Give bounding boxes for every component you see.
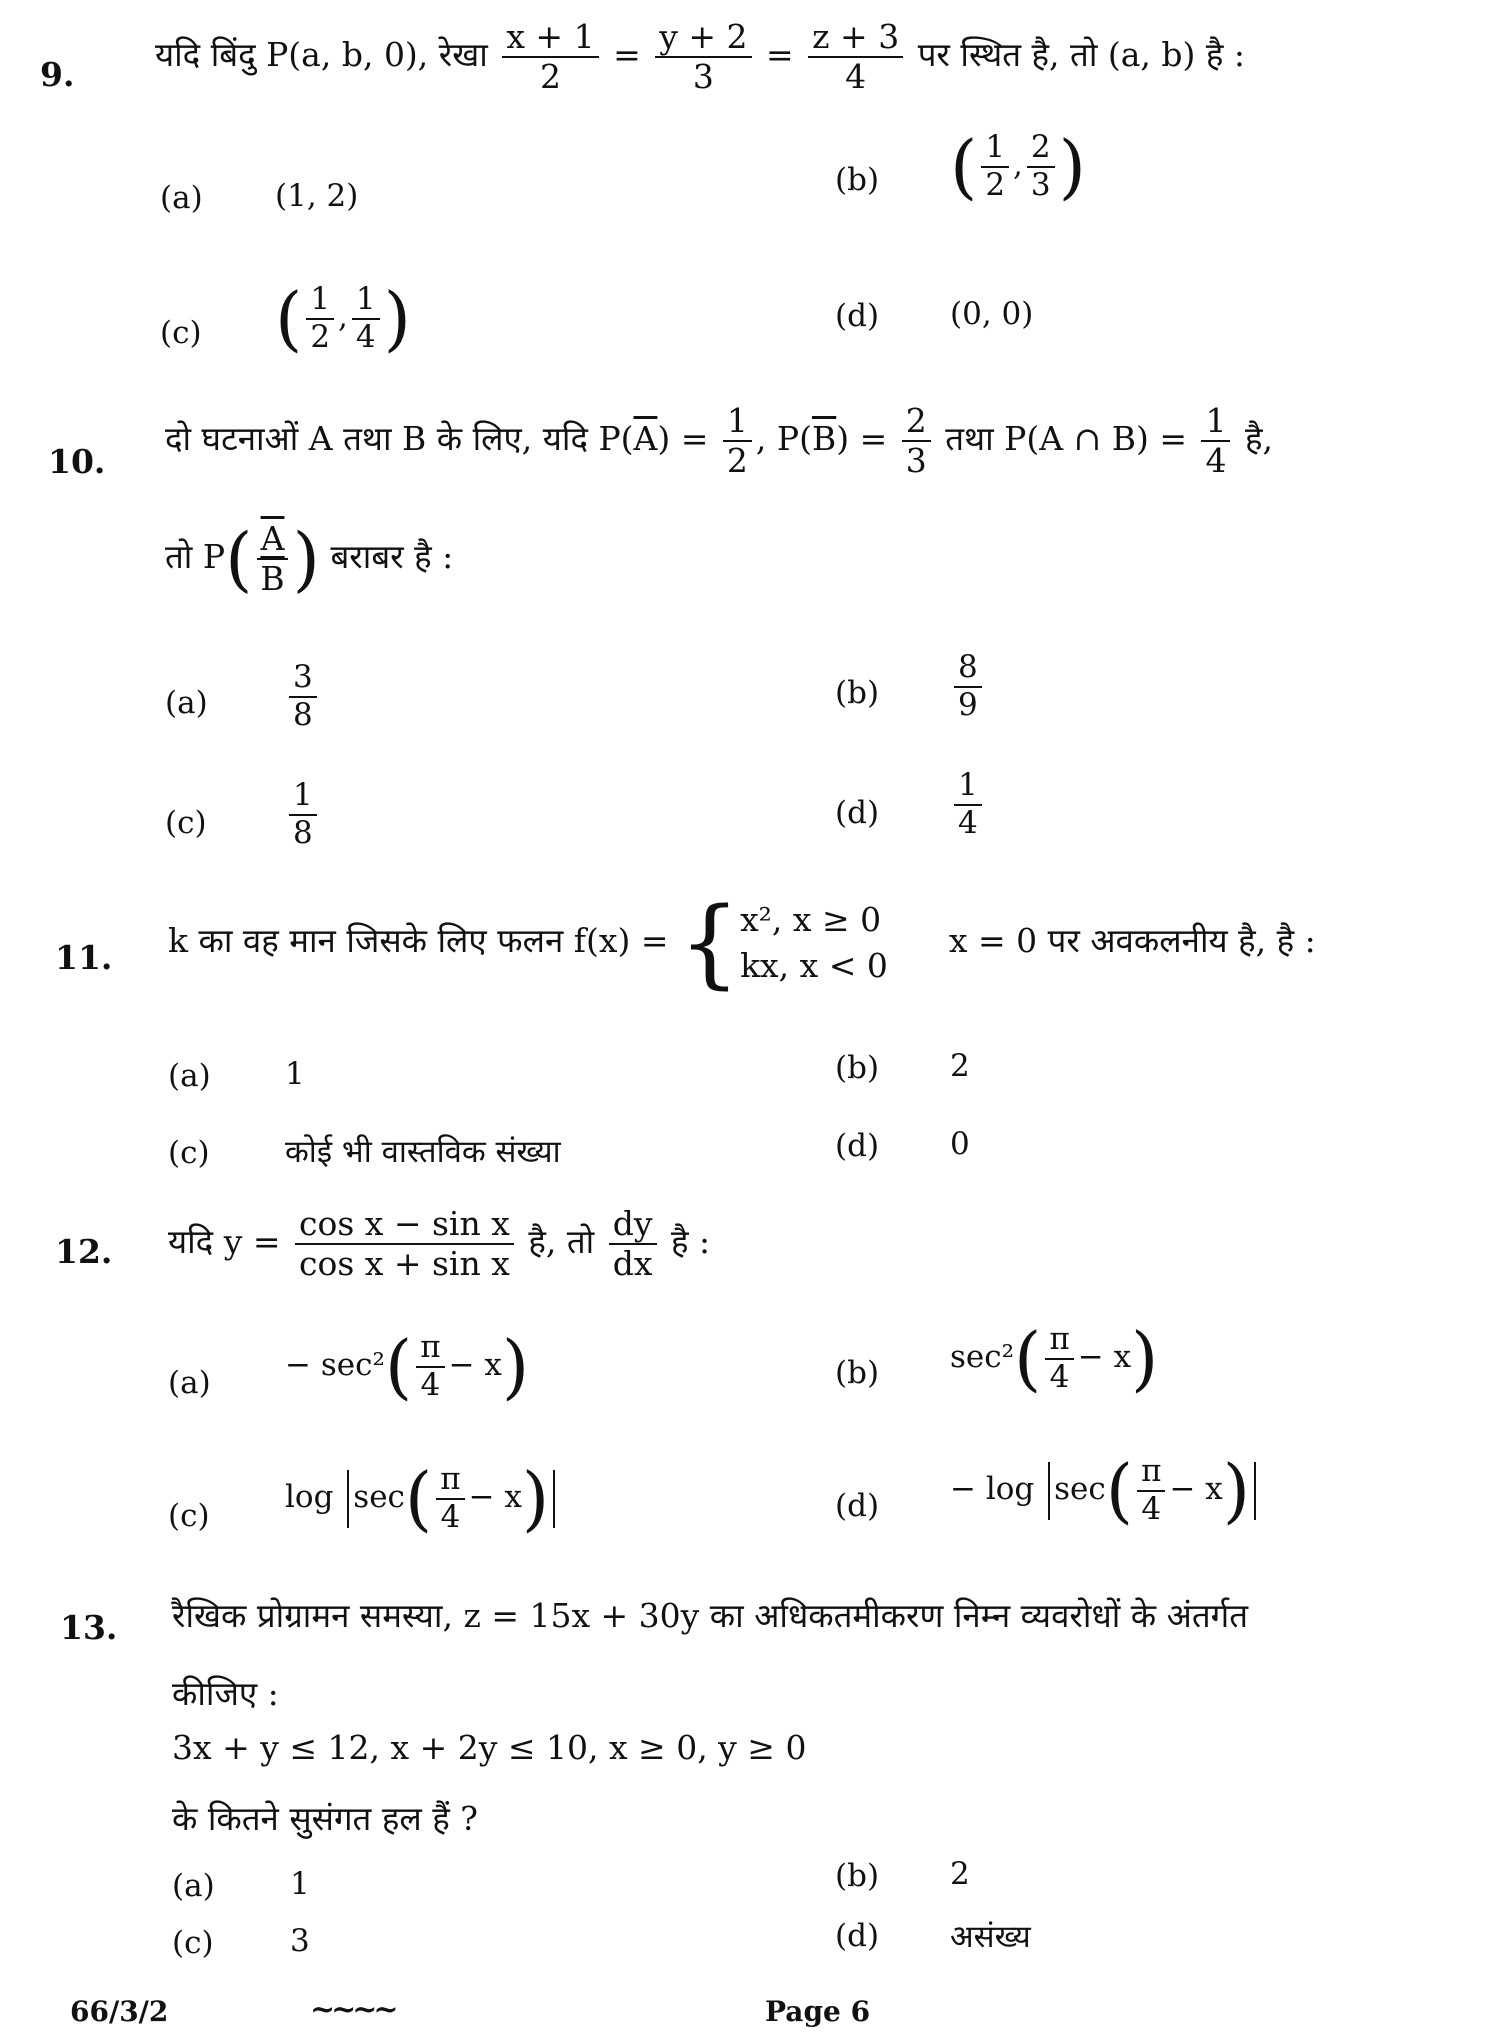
- q13-option-a-value: 1: [290, 1866, 310, 1902]
- q13-option-c-label: (c): [172, 1925, 214, 1961]
- q9-option-c-value: ( $\frac{1}{2}$ , $\frac{1}{4}$ ): [275, 277, 411, 360]
- q10-option-b-value: [950, 650, 986, 723]
- q12-option-d-value: − log sec( $\frac{\pi}{4}$ − x): [950, 1454, 1260, 1527]
- q9-option-b-label: (b): [835, 162, 880, 198]
- footer-code: 66/3/2: [70, 1995, 169, 2028]
- q12-text-3: है :: [671, 1221, 711, 1261]
- q13-line-4: के कितने सुसंगत हल हैं ?: [172, 1799, 478, 1838]
- q10-text-1: दो घटनाओं A तथा B के लिए, यदि P(: [165, 418, 634, 458]
- q12-option-d-label: (d): [835, 1488, 880, 1524]
- q11-option-b-label: (b): [835, 1050, 880, 1086]
- q10-c-den: 8: [293, 814, 313, 851]
- q12-c-pi: π: [436, 1462, 464, 1500]
- q9-f2-den: 3: [692, 56, 714, 96]
- q9-equals-2: =: [766, 34, 794, 74]
- q13-line-2: कीजिए :: [172, 1674, 279, 1713]
- q10-option-d-label: (d): [835, 795, 880, 831]
- q10-option-d-value: [950, 768, 986, 841]
- q9-text-1: यदि बिंदु P(a, b, 0), रेखा: [155, 34, 488, 74]
- q9-option-b-value: ( $\frac{1}{2}$ , $\frac{2}{3}$ ): [950, 125, 1086, 208]
- q10-b-num: 8: [954, 650, 982, 688]
- q12-d-pi: π: [1137, 1454, 1165, 1492]
- q12-option-c-value: log sec( $\frac{\pi}{4}$ − x): [285, 1462, 559, 1535]
- q10-d-den: 4: [958, 804, 978, 841]
- footer-wavy-mark: ~~~~: [310, 1992, 395, 2027]
- q13-option-d-label: (d): [835, 1918, 880, 1954]
- question-13-number: 13.: [60, 1608, 118, 1647]
- q10-d-num: 1: [954, 768, 982, 806]
- q10-f1-num: 1: [723, 402, 752, 442]
- q12-deriv-num: dy: [609, 1205, 657, 1245]
- q9-f2-num: y + 2: [655, 18, 751, 58]
- q12-option-a-label: (a): [168, 1365, 211, 1401]
- q12-d-log: − log: [950, 1471, 1035, 1508]
- q9-option-d-value: (0, 0): [950, 296, 1034, 332]
- question-9-number: 9.: [40, 55, 75, 94]
- question-10-text: [165, 402, 1273, 480]
- q13-option-b-value: 2: [950, 1856, 970, 1892]
- q12-deriv-den: dx: [612, 1243, 653, 1283]
- q12-fraction-den: cos x + sin x: [298, 1243, 510, 1283]
- question-10-line-2: तो P( $\frac{\overline{A}}{B}$ ) बराबर है :: [165, 517, 454, 600]
- q10-text-6: है,: [1244, 418, 1273, 458]
- q12-text-1: यदि y =: [168, 1221, 281, 1261]
- q9-f3-den: 4: [845, 56, 867, 96]
- q10-text-3: , P(: [755, 418, 812, 458]
- q13-option-c-value: 3: [290, 1923, 310, 1959]
- q12-c-minus-x: − x: [468, 1479, 522, 1516]
- q12-option-a-value: − sec²( $\frac{\pi}{4}$ − x): [285, 1325, 530, 1408]
- q10-line2-prefix: तो P: [165, 536, 226, 576]
- q9-text-2: पर स्थित है, तो (a, b) है :: [917, 34, 1246, 74]
- q9-option-d-label: (d): [835, 298, 880, 334]
- q11-option-a-value: 1: [285, 1056, 305, 1092]
- question-12-number: 12.: [55, 1232, 113, 1271]
- q9-fraction-z: [808, 18, 903, 96]
- q12-c-sec: sec: [353, 1479, 405, 1516]
- q11-case-2: kx, x < 0: [740, 946, 888, 985]
- q9-c-num-2: 1: [352, 282, 380, 320]
- q12-a-four: 4: [420, 1366, 441, 1403]
- q9-f3-num: z + 3: [808, 18, 903, 58]
- q10-option-a-label: (a): [165, 685, 208, 721]
- q12-a-prefix: − sec²: [285, 1347, 385, 1384]
- q10-text-2: ) =: [657, 418, 709, 458]
- q13-line-1: रैखिक प्रोग्रामन समस्या, z = 15x + 30y का अधिकतमीकरण निम्न व्यवरोधों के अंतर्गत: [172, 1596, 1249, 1635]
- q10-p-den: B: [260, 558, 285, 598]
- q10-text-5: तथा P(A ∩ B) =: [945, 418, 1187, 458]
- q9-fraction-x: [502, 18, 598, 96]
- q11-option-b-value: 2: [950, 1048, 970, 1084]
- q9-b-num-2: 2: [1027, 130, 1055, 168]
- q9-fraction-y: [655, 18, 751, 96]
- q10-b-bar: $\overline{B}$: [811, 418, 837, 458]
- q10-option-c-label: (c): [165, 805, 207, 841]
- q10-option-a-value: [285, 660, 321, 733]
- q12-text-2: है, तो: [528, 1221, 595, 1261]
- q12-b-prefix: sec²: [950, 1339, 1015, 1376]
- q9-f1-num: x + 1: [502, 18, 598, 58]
- q10-line2-suffix: बराबर है :: [330, 536, 454, 576]
- q10-f2-den: 3: [905, 440, 927, 480]
- question-9-text: [155, 18, 1245, 96]
- question-11-number: 11.: [55, 938, 113, 977]
- q12-option-c-label: (c): [168, 1498, 210, 1534]
- q12-a-minus-x: − x: [448, 1347, 502, 1384]
- q9-c-den-2: 4: [355, 318, 376, 355]
- q10-option-b-label: (b): [835, 675, 880, 711]
- q11-option-d-label: (d): [835, 1128, 880, 1164]
- q10-p-num: $\overline{A}$: [257, 520, 289, 560]
- q9-f1-den: 2: [539, 56, 561, 96]
- q13-constraints: 3x + y ≤ 12, x + 2y ≤ 10, x ≥ 0, y ≥ 0: [172, 1728, 807, 1767]
- q9-b-den-2: 3: [1030, 166, 1051, 203]
- q12-b-minus-x: − x: [1077, 1339, 1132, 1376]
- q10-f1-den: 2: [726, 440, 748, 480]
- q13-option-b-label: (b): [835, 1858, 880, 1894]
- q12-d-sec: sec: [1054, 1471, 1106, 1508]
- q9-option-a-label: (a): [160, 180, 203, 216]
- q13-option-a-label: (a): [172, 1868, 215, 1904]
- q11-option-a-label: (a): [168, 1058, 211, 1094]
- q10-option-c-value: [285, 778, 321, 851]
- q12-d-four: 4: [1141, 1490, 1162, 1527]
- q12-c-four: 4: [440, 1498, 461, 1535]
- footer-page-number: Page 6: [765, 1995, 871, 2028]
- question-10-number: 10.: [48, 442, 106, 481]
- q10-a-num: 3: [289, 660, 317, 698]
- q10-f2-num: 2: [902, 402, 931, 442]
- q13-option-d-value: असंख्य: [950, 1919, 1031, 1955]
- q10-f3-num: 1: [1201, 402, 1230, 442]
- q10-a-den: 8: [293, 696, 313, 733]
- q12-option-b-value: sec²( $\frac{\pi}{4}$ − x): [950, 1317, 1159, 1400]
- q9-b-den-1: 2: [985, 166, 1006, 203]
- q9-c-num-1: 1: [306, 282, 334, 320]
- question-12-text: [168, 1205, 710, 1283]
- q9-c-den-1: 2: [310, 318, 331, 355]
- q11-option-c-label: (c): [168, 1135, 210, 1171]
- q11-option-d-value: 0: [950, 1126, 970, 1162]
- q9-equals-1: =: [613, 34, 641, 74]
- q11-text-2: x = 0 पर अवकलनीय है, है :: [948, 921, 1316, 960]
- q12-c-log: log: [285, 1479, 334, 1516]
- q10-a-bar: $\overline{A}$: [633, 418, 658, 458]
- q9-b-num-1: 1: [981, 130, 1009, 168]
- q12-a-pi: π: [416, 1330, 444, 1368]
- q9-option-c-label: (c): [160, 315, 202, 351]
- question-11-text: k का वह मान जिसके लिए फलन f(x) = { x², x ≥ 0 kx, x < 0 x = 0 पर अवकलनीय है, है :: [168, 887, 1316, 999]
- q10-c-num: 1: [289, 778, 317, 816]
- q12-b-four: 4: [1049, 1358, 1070, 1395]
- q12-option-b-label: (b): [835, 1355, 880, 1391]
- q12-b-pi: π: [1045, 1322, 1073, 1360]
- q9-option-a-value: (1, 2): [275, 178, 359, 214]
- q12-d-minus-x: − x: [1169, 1471, 1223, 1508]
- q11-option-c-value: कोई भी वास्तविक संख्या: [285, 1134, 561, 1170]
- q10-f3-den: 4: [1205, 440, 1227, 480]
- q12-fraction-num: cos x − sin x: [295, 1205, 514, 1245]
- q11-case-1: x², x ≥ 0: [740, 899, 882, 939]
- q10-text-4: ) =: [836, 418, 888, 458]
- q10-b-den: 9: [958, 686, 978, 723]
- q11-text-1: k का वह मान जिसके लिए फलन f(x) =: [168, 921, 669, 960]
